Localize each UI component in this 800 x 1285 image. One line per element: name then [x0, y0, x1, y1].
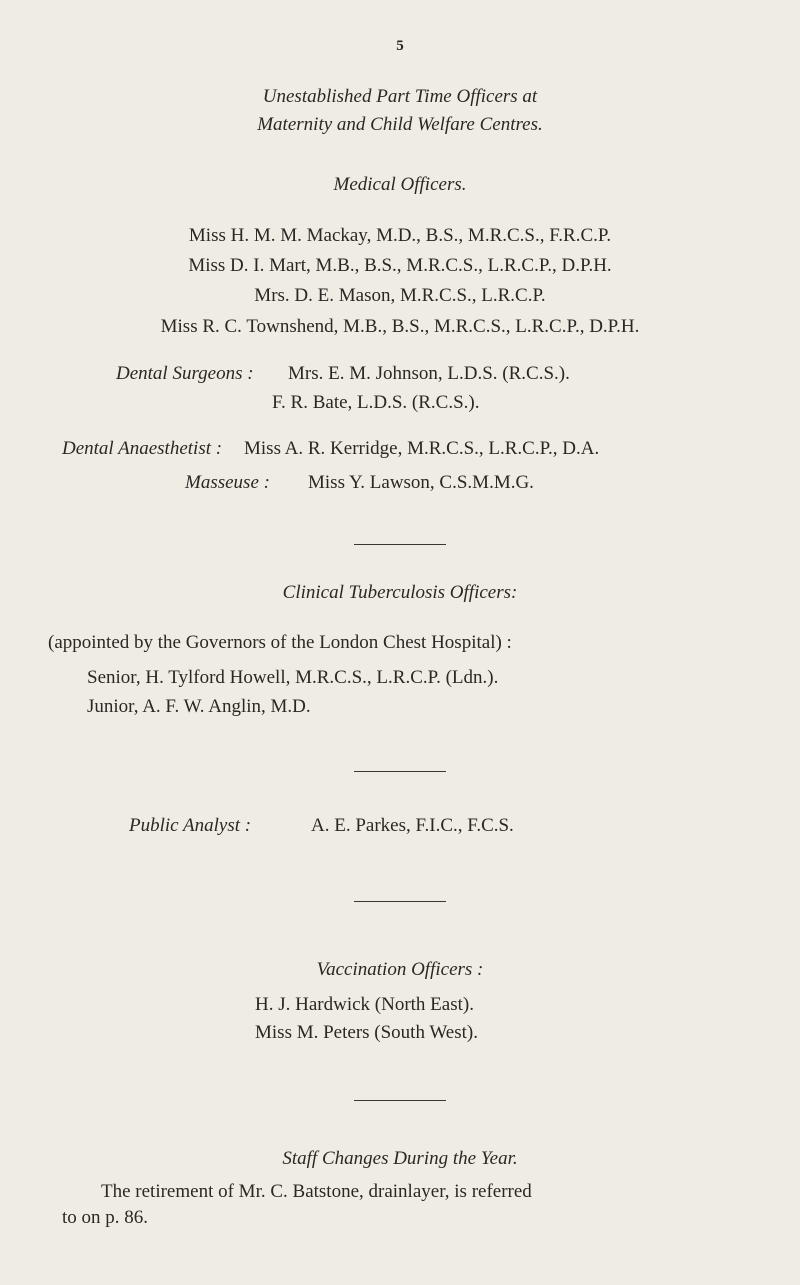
section-divider — [354, 1100, 446, 1101]
section-divider — [354, 544, 446, 545]
section-divider — [354, 901, 446, 902]
clinical-tb-heading: Clinical Tuberculosis Officers: — [282, 582, 518, 603]
medical-officer-4: Miss R. C. Townshend, M.B., B.S., M.R.C.S., L.R.C.P., D.P.H. — [160, 316, 640, 337]
masseuse-label: Masseuse : — [185, 472, 270, 493]
page-number: 5 — [396, 38, 404, 54]
clinical-tb-junior: Junior, A. F. W. Anglin, M.D. — [87, 696, 311, 717]
staff-changes-line-1: The retirement of Mr. C. Batstone, drainlayer, is referred — [101, 1181, 532, 1202]
staff-changes-line-2: to on p. 86. — [62, 1207, 149, 1228]
dental-surgeon-2: F. R. Bate, L.D.S. (R.C.S.). — [272, 392, 480, 413]
dental-surgeons-label: Dental Surgeons : — [116, 363, 254, 384]
dental-anaesthetist-name: Miss A. R. Kerridge, M.R.C.S., L.R.C.P., D.A. — [244, 438, 600, 459]
medical-officers-heading: Medical Officers. — [333, 174, 467, 195]
vaccination-heading: Vaccination Officers : — [316, 959, 484, 980]
vaccination-officer-2: Miss M. Peters (South West). — [255, 1022, 478, 1043]
clinical-tb-senior: Senior, H. Tylford Howell, M.R.C.S., L.R.C.P. (Ldn.). — [87, 667, 499, 688]
masseuse-name: Miss Y. Lawson, C.S.M.M.G. — [308, 472, 534, 493]
medical-officer-1: Miss H. M. M. Mackay, M.D., B.S., M.R.C.S., F.R.C.P. — [188, 225, 612, 246]
medical-officer-2: Miss D. I. Mart, M.B., B.S., M.R.C.S., L.R.C.P., D.P.H. — [188, 255, 612, 276]
medical-officer-3: Mrs. D. E. Mason, M.R.C.S., L.R.C.P. — [254, 285, 546, 306]
public-analyst-label: Public Analyst : — [129, 815, 252, 836]
staff-changes-heading: Staff Changes During the Year. — [282, 1148, 518, 1169]
title-line-1: Unestablished Part Time Officers at — [262, 86, 538, 107]
title-line-2: Maternity and Child Welfare Centres. — [257, 114, 543, 135]
public-analyst-name: A. E. Parkes, F.I.C., F.C.S. — [311, 815, 514, 836]
section-divider — [354, 771, 446, 772]
vaccination-officer-1: H. J. Hardwick (North East). — [255, 994, 474, 1015]
dental-anaesthetist-label: Dental Anaesthetist : — [62, 438, 223, 459]
clinical-tb-note: (appointed by the Governors of the London Chest Hospital) : — [48, 632, 512, 653]
dental-surgeon-1: Mrs. E. M. Johnson, L.D.S. (R.C.S.). — [288, 363, 570, 384]
